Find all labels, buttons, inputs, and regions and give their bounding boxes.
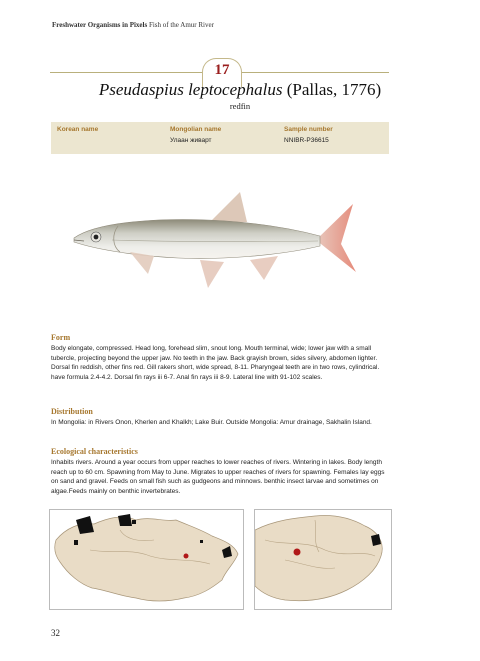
map-detail-svg — [255, 510, 391, 609]
map-mongolia — [49, 509, 244, 610]
page-number: 32 — [51, 628, 60, 638]
info-mongolian — [170, 126, 221, 144]
fish-illustration — [68, 188, 363, 290]
mongolian-name-label: Mongolian name — [170, 126, 222, 133]
form-heading: Form — [51, 333, 71, 342]
pelvic-fin — [200, 260, 224, 288]
korean-name-label: Korean name — [57, 126, 99, 133]
form-text: Body elongate, compressed. Head long, forehead slim, snout long. Mouth terminal, wide; lower jaw with a small tubercle, projecting beyond the upper jaw. No teeth in the jaw. Back grayish brown, sides silvery, abdomen lighter. Dorsal fin reddish, other fins red. Gill rakers short, wide spread, 8-11. Pharyngeal teeth are in two rows, cylindrical. have formula 2.4-4.2. Dorsal fin rays iii 6-7. Anal fin rays iii 8-9. Lateral line with 91-102 scales. — [51, 345, 380, 381]
entry-number: 17 — [202, 58, 242, 87]
mongolian-name-value: Улаан живарт — [170, 137, 212, 144]
distribution-heading: Distribution — [51, 407, 93, 416]
info-sample — [284, 126, 333, 144]
map-location-dot — [184, 554, 189, 559]
map-lake-5 — [200, 540, 203, 543]
section-title: Fish of the Amur River — [148, 21, 214, 29]
map-detail — [254, 509, 392, 610]
ecology-heading: Ecological characteristics — [51, 447, 138, 456]
map-lake-2 — [118, 514, 132, 526]
distribution-text: In Mongolia: in Rivers Onon, Kherlen and Khalkh; Lake Buir. Outside Mongolia: Amur drainage, Sakhalin Island. — [51, 419, 372, 426]
fish-body — [74, 220, 320, 259]
common-name: redfin — [229, 101, 251, 111]
scientific-name: Pseudaspius leptocephalus — [98, 80, 283, 99]
map-detail-location-dot — [294, 549, 301, 556]
species-title — [0, 80, 480, 100]
series-title: Freshwater Organisms in Pixels — [52, 21, 148, 29]
running-header — [52, 21, 214, 29]
sample-number-value: NNIBR-P36615 — [284, 137, 329, 144]
dorsal-fin — [208, 192, 247, 224]
title-rule-right — [241, 72, 389, 73]
map-lake-4 — [74, 540, 78, 545]
map-detail-land — [255, 515, 382, 600]
info-korean — [57, 126, 98, 137]
map-lake-3 — [132, 520, 136, 524]
ecology-text: Inhabits rivers. Around a year occurs from upper reaches to lower reaches of rivers. Wintering in lakes. Body length reach up to 60 cm. Spawning from May to June. Migrates to upper reaches of rivers for spawning. Females lay eggs on sand and gravel. Feeds on small fish such as gudgeons and minnows. benthic insect larvae and sometimes on algae.Feeds mainly on benthic invertebrates. — [51, 459, 385, 495]
fish-pupil — [94, 235, 99, 240]
authority: (Pallas, 1776) — [286, 80, 382, 99]
title-rule-left — [50, 72, 202, 73]
anal-fin — [250, 256, 278, 280]
caudal-fin — [316, 204, 356, 272]
info-box — [51, 122, 389, 154]
map-mongolia-svg — [50, 510, 243, 609]
sample-number-label: Sample number — [284, 126, 333, 133]
